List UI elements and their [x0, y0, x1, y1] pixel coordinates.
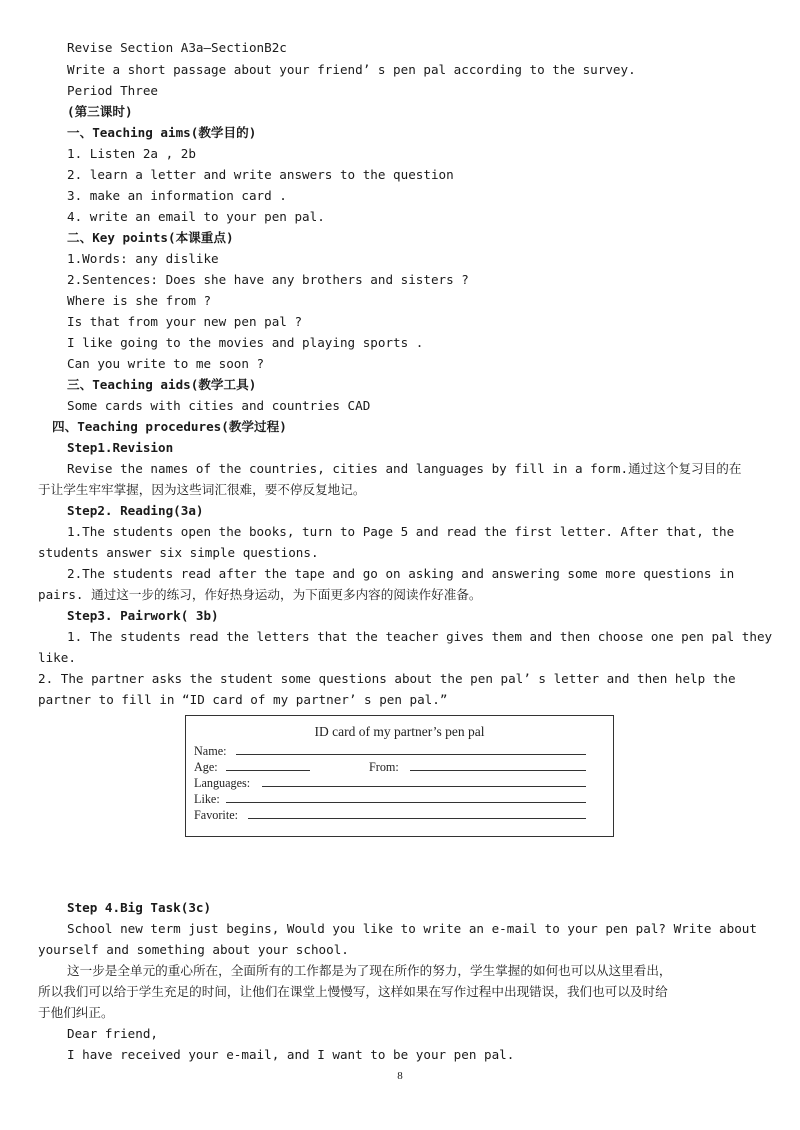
period-subtitle: (第三课时) — [67, 104, 133, 119]
like-blank — [226, 802, 586, 803]
list-item: 3. make an information card . — [67, 188, 287, 203]
languages-blank — [262, 786, 586, 787]
step-heading-1: Step1.Revision — [67, 440, 174, 455]
text-line: 于他们纠正。 — [38, 1005, 114, 1020]
list-item: 4. write an email to your pen pal. — [67, 209, 325, 224]
text-line: students answer six simple questions. — [38, 545, 319, 560]
id-card-name-label: Name: — [194, 744, 227, 758]
text-line: partner to fill in “ID card of my partner’ s pen pal.” — [38, 692, 448, 707]
text-line: Write a short passage about your friend’ s pen pal according to the survey. — [67, 62, 636, 77]
text-line: Revise the names of the countries, cities and languages by fill in a form.通过这个复习目的在 — [67, 461, 742, 476]
id-card-title: ID card of my partner’s pen pal — [314, 724, 485, 739]
id-card-form — [185, 715, 614, 837]
text-line: like. — [38, 650, 76, 665]
text-line: I have received your e-mail, and I want to be your pen pal. — [67, 1047, 515, 1062]
section-heading-key-points: 二、Key points(本课重点) — [67, 230, 234, 245]
text-line: 1. The students read the letters that the teacher gives them and then choose one pen pal they — [67, 629, 773, 644]
text-line: 2. The partner asks the student some questions about the pen pal’ s letter and then help the — [38, 671, 736, 686]
list-item: 1.Words: any dislike — [67, 251, 219, 266]
list-item: Is that from your new pen pal ? — [67, 314, 303, 329]
list-item: 1. Listen 2a , 2b — [67, 146, 196, 161]
list-item: Where is she from ? — [67, 293, 212, 308]
step-heading-4: Step 4.Big Task(3c) — [67, 900, 212, 915]
list-item: 2.Sentences: Does she have any brothers and sisters ? — [67, 272, 469, 287]
list-item: 2. learn a letter and write answers to the question — [67, 167, 454, 182]
text-line: 这一步是全单元的重心所在，全面所有的工作都是为了现在所作的努力，学生掌握的如何也可以从这里看出， — [67, 963, 672, 978]
section-heading-aims: 一、Teaching aims(教学目的) — [67, 125, 257, 140]
text-line: Dear friend, — [67, 1026, 158, 1041]
text-line: 所以我们可以给于学生充足的时间，让他们在课堂上慢慢写，这样如果在写作过程中出现错误，我们也可以及时给 — [38, 984, 668, 999]
list-item: I like going to the movies and playing sports . — [67, 335, 424, 350]
id-card-languages-label: Languages: — [194, 776, 251, 790]
text-line: Period Three — [67, 83, 158, 98]
text-line: Revise Section A3a—SectionB2c — [67, 40, 287, 55]
id-card-favorite-label: Favorite: — [194, 808, 239, 822]
favorite-blank — [248, 818, 586, 819]
text-line: 于让学生牢牢掌握，因为这些词汇很难，要不停反复地记。 — [38, 482, 366, 497]
id-card-age-label: Age: — [194, 760, 218, 774]
page-number: 8 — [397, 1070, 403, 1082]
section-heading-procedures: 四、Teaching procedures(教学过程) — [52, 419, 287, 434]
age-blank — [226, 770, 310, 771]
text-line: 2.The students read after the tape and go on asking and answering some more questions in — [67, 566, 735, 581]
id-card-from-label: From: — [369, 760, 399, 774]
text-line: School new term just begins, Would you like to write an e-mail to your pen pal? Write about — [67, 921, 757, 936]
section-heading-aids: 三、Teaching aids(教学工具) — [67, 377, 257, 392]
id-card-like-label: Like: — [194, 792, 220, 806]
text-line: Some cards with cities and countries CAD — [67, 398, 371, 413]
step-heading-3: Step3. Pairwork( 3b) — [67, 608, 219, 623]
name-blank — [236, 754, 586, 755]
list-item: Can you write to me soon ? — [67, 356, 265, 371]
text-line: pairs. 通过这一步的练习，作好热身运动，为下面更多内容的阅读作好准备。 — [38, 587, 482, 602]
step-heading-2: Step2. Reading(3a) — [67, 503, 204, 518]
text-line: 1.The students open the books, turn to Page 5 and read the first letter. After that, the — [67, 524, 735, 539]
text-line: yourself and something about your school. — [38, 942, 349, 957]
from-blank — [410, 770, 586, 771]
